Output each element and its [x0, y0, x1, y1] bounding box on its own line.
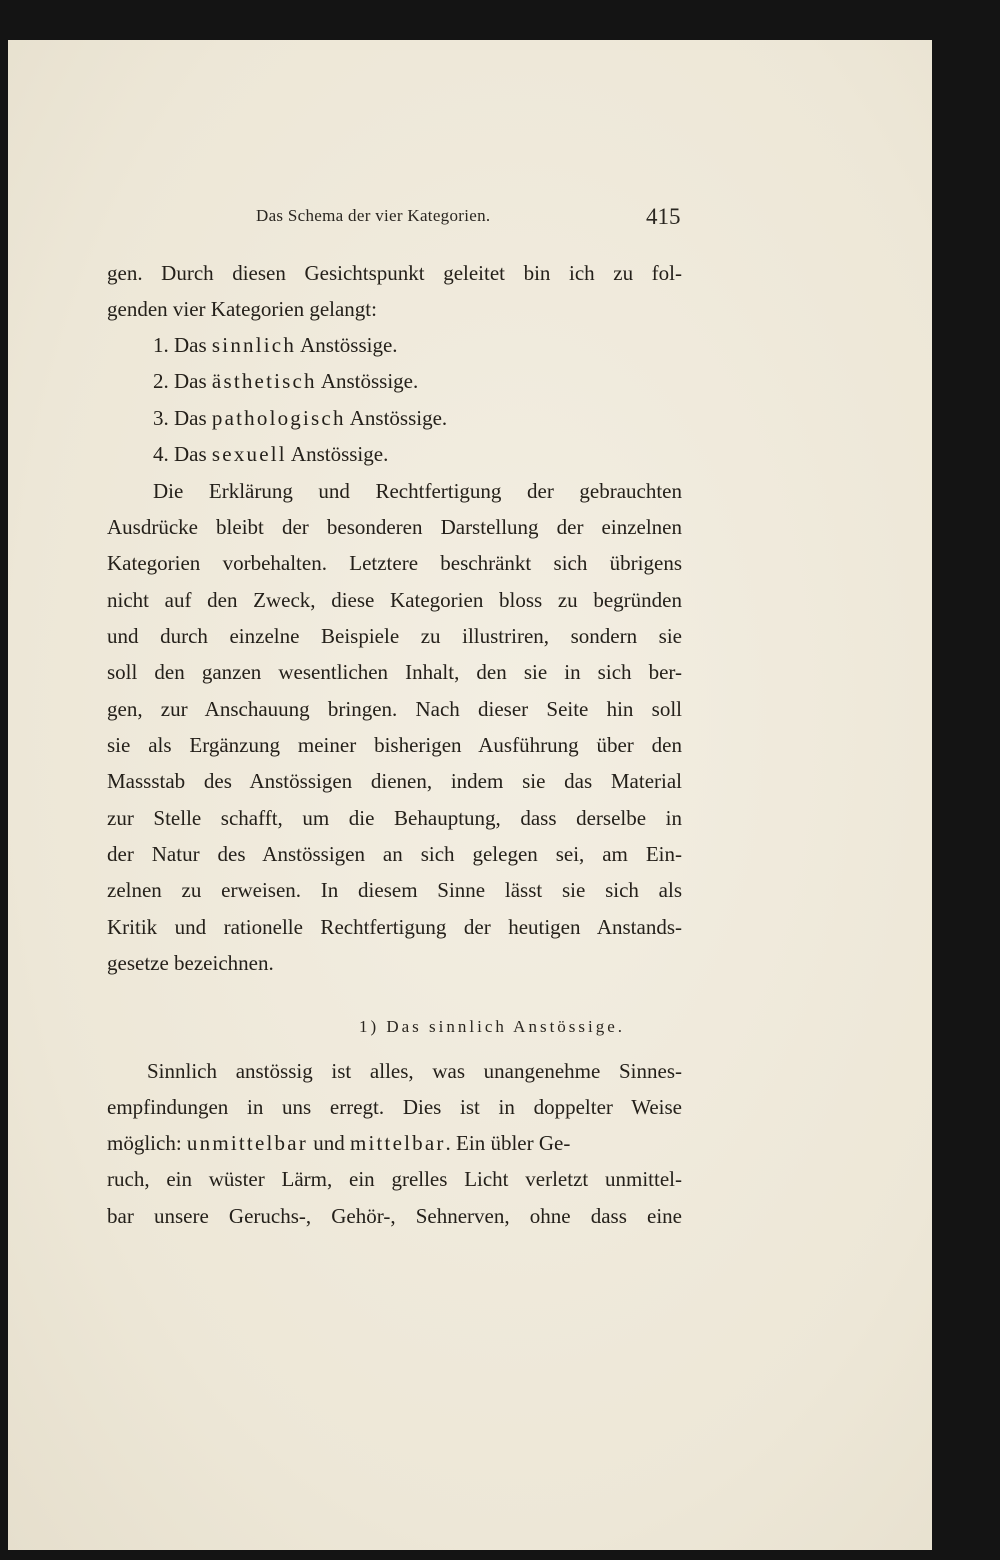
- body-line: bar unsere Geruchs-, Gehör-, Sehnerven, ohne dass eine: [107, 1204, 682, 1228]
- list-item-suffix: Anstössige.: [345, 406, 448, 430]
- body-line: zelnen zu erweisen. In diesem Sinne lässt sie sich als: [107, 878, 682, 902]
- body-line: gesetze bezeichnen.: [107, 951, 274, 975]
- running-head: Das Schema der vier Kategorien.: [256, 206, 491, 225]
- body-line: Kategorien vorbehalten. Letztere beschränkt sich übrigens: [107, 551, 682, 575]
- list-item-number: 4.: [153, 442, 169, 466]
- body-line: empfindungen in uns erregt. Dies ist in doppelter Weise: [107, 1095, 682, 1119]
- body-line: [107, 1128, 682, 1158]
- list-item-prefix: Das: [174, 369, 212, 393]
- line-segment: und: [307, 1131, 350, 1155]
- emphasis-text: unmittelbar: [186, 1131, 308, 1155]
- section-heading-text: 1) Das sinnlich Anstössige.: [358, 1017, 626, 1036]
- list-item-emphasis: pathologisch: [211, 406, 346, 430]
- list-item: [107, 366, 682, 396]
- body-line: sie als Ergänzung meiner bisherigen Ausführung über den: [107, 733, 682, 757]
- body-line: und durch einzelne Beispiele zu illustriren, sondern sie: [107, 624, 682, 648]
- page-number: 415: [646, 204, 681, 229]
- body-line: Kritik und rationelle Rechtfertigung der heutigen Anstands-: [107, 915, 682, 939]
- body-line: nicht auf den Zweck, diese Kategorien bloss zu begründen: [107, 588, 682, 612]
- list-item-emphasis: ästhetisch: [211, 369, 317, 393]
- list-item-suffix: Anstössige.: [316, 369, 419, 393]
- line-segment: . Ein übler Ge-: [445, 1131, 571, 1155]
- page-header: [0, 204, 1000, 238]
- list-item-prefix: Das: [174, 333, 212, 357]
- body-line: ruch, ein wüster Lärm, ein grelles Licht verletzt unmittel-: [107, 1167, 682, 1191]
- body-line: Die Erklärung und Rechtfertigung der gebrauchten: [153, 479, 682, 503]
- body-line: soll den ganzen wesentlichen Inhalt, den sie in sich ber-: [107, 660, 682, 684]
- body-line: Massstab des Anstössigen dienen, indem sie das Material: [107, 769, 682, 793]
- body-line: der Natur des Anstössigen an sich gelegen sei, am Ein-: [107, 842, 682, 866]
- list-item-number: 1.: [153, 333, 169, 357]
- body-line: genden vier Kategorien gelangt:: [107, 297, 377, 321]
- list-item: [107, 403, 682, 433]
- section-heading: [0, 1017, 1000, 1037]
- emphasis-text: mittelbar: [349, 1131, 446, 1155]
- body-line: gen. Durch diesen Gesichtspunkt geleitet bin ich zu fol-: [107, 261, 682, 285]
- list-item-emphasis: sinnlich: [211, 333, 297, 357]
- body-line: Sinnlich anstössig ist alles, was unangenehme Sinnes-: [147, 1059, 682, 1083]
- list-item-prefix: Das: [174, 442, 212, 466]
- list-item-emphasis: sexuell: [211, 442, 287, 466]
- list-item-number: 2.: [153, 369, 169, 393]
- body-line: Ausdrücke bleibt der besonderen Darstellung der einzelnen: [107, 515, 682, 539]
- list-item-number: 3.: [153, 406, 169, 430]
- body-line: zur Stelle schafft, um die Behauptung, dass derselbe in: [107, 806, 682, 830]
- list-item: [107, 330, 682, 360]
- list-item-suffix: Anstössige.: [296, 333, 398, 357]
- list-item-suffix: Anstössige.: [286, 442, 389, 466]
- list-item-prefix: Das: [174, 406, 212, 430]
- line-segment: möglich:: [107, 1131, 187, 1155]
- list-item: [107, 439, 682, 469]
- body-line: gen, zur Anschauung bringen. Nach dieser Seite hin soll: [107, 697, 682, 721]
